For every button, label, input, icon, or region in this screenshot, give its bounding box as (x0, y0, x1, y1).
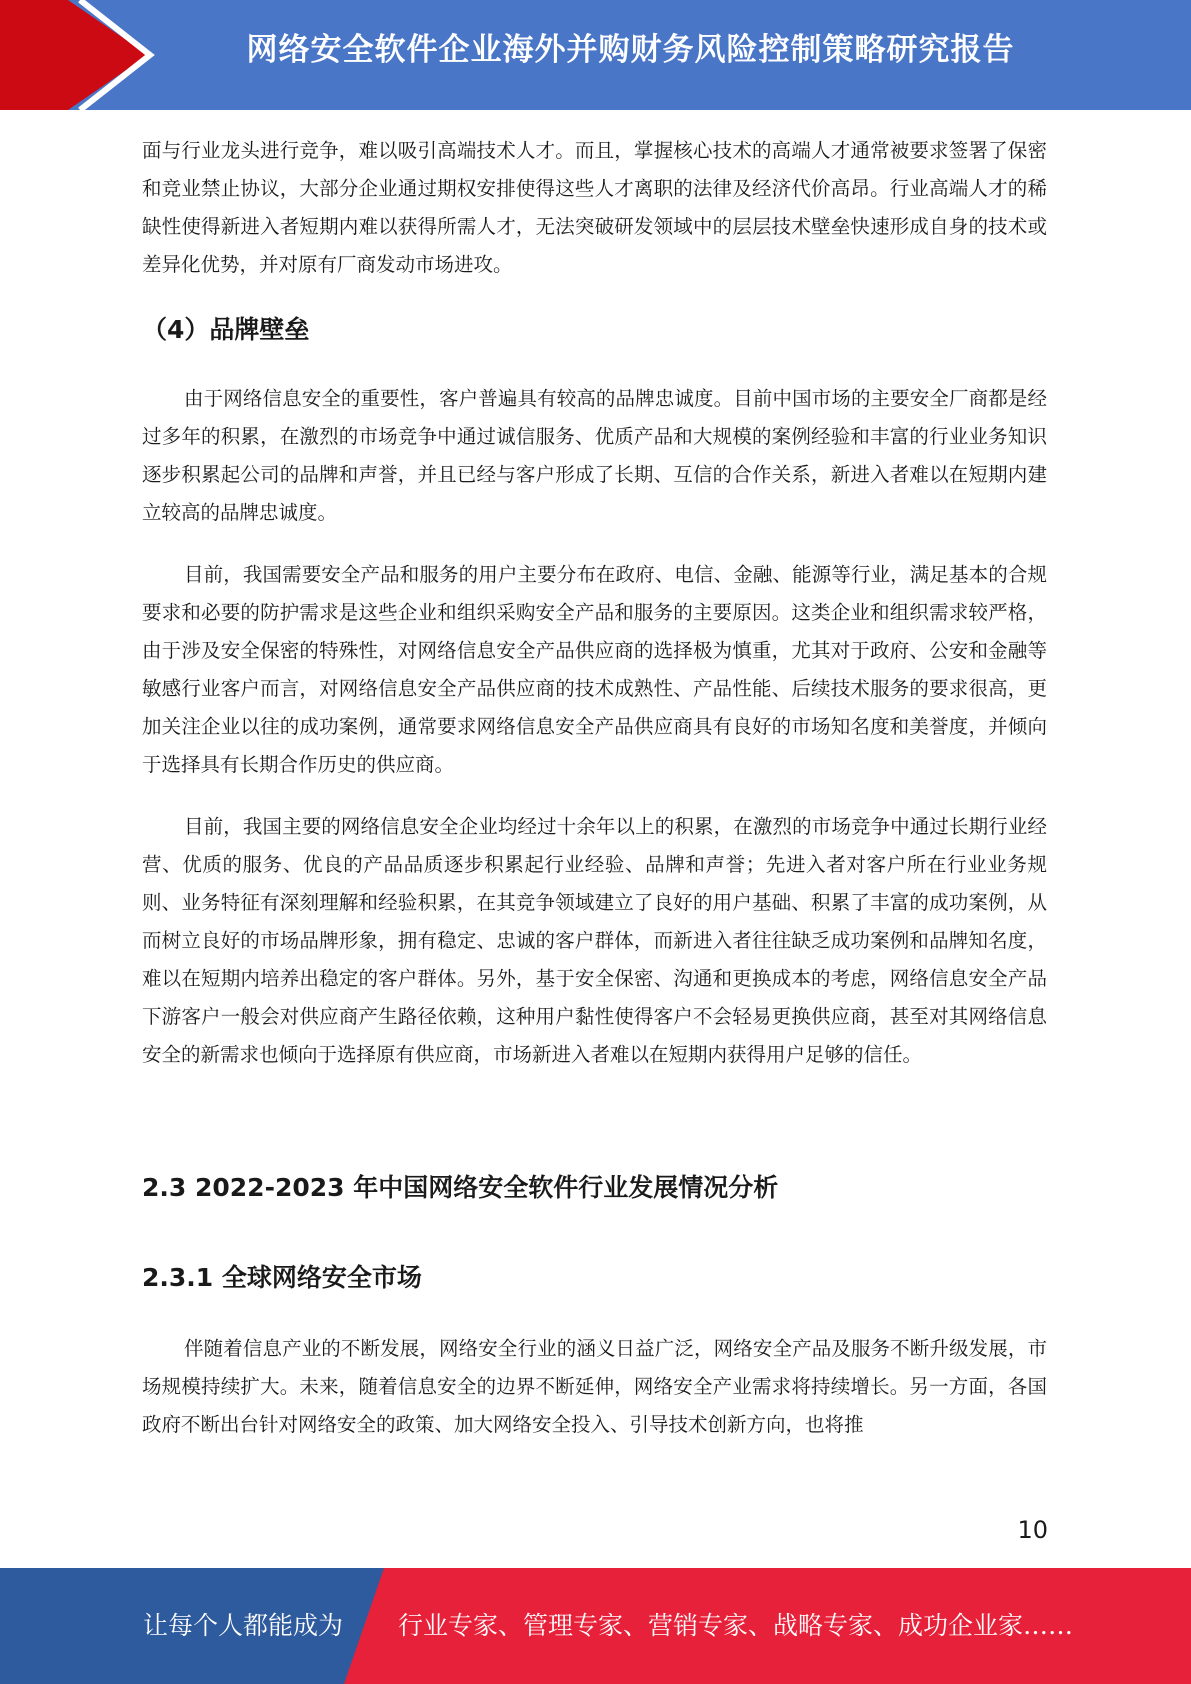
page-number: 10 (1017, 1516, 1048, 1544)
paragraph-global-market: 伴随着信息产业的不断发展，网络安全行业的涵义日益广泛，网络安全产品及服务不断升级发展，市场规模持续扩大。未来，随着信息安全的边界不断延伸，网络安全产业需求将持续增长。另一方面，各国政府不断出台针对网络安全的政策、加大网络安全投入、引导技术创新方向，也将推 (142, 1337, 1047, 1436)
page-header (0, 0, 1191, 110)
paragraph-talent: 面与行业龙头进行竞争，难以吸引高端技术人才。而且，掌握核心技术的高端人才通常被要求签署了保密和竞业禁止协议，大部分企业通过期权安排使得这些人才离职的法律及经济代价高昂。行业高端人才的稀缺性使得新进入者短期内难以获得所需人才，无法突破研发领域中的层层技术壁垒快速形成自身的技术或差异化优势，并对原有厂商发动市场进攻。 (142, 139, 1047, 276)
report-title: 网络安全软件企业海外并购财务风险控制策略研究报告 (246, 32, 1015, 68)
header-arrow-icon (0, 0, 160, 110)
footer-slogan-left: 让每个人都能成为 (143, 1611, 344, 1640)
section-heading-2-3-1: 2.3.1 全球网络安全市场 (142, 1263, 422, 1292)
page-footer (0, 1568, 1191, 1684)
paragraph-market-accumulation: 目前，我国主要的网络信息安全企业均经过十余年以上的积累，在激烈的市场竞争中通过长期行业经营、优质的服务、优良的产品品质逐步积累起行业经验、品牌和声誉；先进入者对客户所在行业业务规则、业务特征有深刻理解和经验积累，在其竞争领域建立了良好的用户基础、积累了丰富的成功案例，从而树立良好的市场品牌形象，拥有稳定、忠诚的客户群体，而新进入者往往缺乏成功案例和品牌知名度，难以在短期内培养出稳定的客户群体。另外，基于安全保密、沟通和更换成本的考虑，网络信息安全产品下游客户一般会对供应商产生路径依赖，这种用户黏性使得客户不会轻易更换供应商，甚至对其网络信息安全的新需求也倾向于选择原有供应商，市场新进入者难以在短期内获得用户足够的信任。 (142, 815, 1047, 1066)
section-heading-brand-barrier: （4）品牌壁垒 (142, 315, 310, 344)
paragraph-customer-distribution: 目前，我国需要安全产品和服务的用户主要分布在政府、电信、金融、能源等行业，满足基本的合规要求和必要的防护需求是这些企业和组织采购安全产品和服务的主要原因。这类企业和组织需求较严格，由于涉及安全保密的特殊性，对网络信息安全产品供应商的选择极为慎重，尤其对于政府、公安和金融等敏感行业客户而言，对网络信息安全产品供应商的技术成熟性、产品性能、后续技术服务的要求很高，更加关注企业以往的成功案例，通常要求网络信息安全产品供应商具有良好的市场知名度和美誉度，并倾向于选择具有长期合作历史的供应商。 (142, 563, 1047, 776)
section-heading-2-3: 2.3 2022-2023 年中国网络安全软件行业发展情况分析 (142, 1173, 779, 1202)
paragraph-brand-loyalty: 由于网络信息安全的重要性，客户普遍具有较高的品牌忠诚度。目前中国市场的主要安全厂商都是经过多年的积累，在激烈的市场竞争中通过诚信服务、优质产品和大规模的案例经验和丰富的行业业务知识逐步积累起公司的品牌和声誉，并且已经与客户形成了长期、互信的合作关系，新进入者难以在短期内建立较高的品牌忠诚度。 (142, 387, 1047, 524)
main-content (142, 132, 1047, 1444)
footer-slogan-right: 行业专家、管理专家、营销专家、战略专家、成功企业家…… (398, 1611, 1074, 1640)
